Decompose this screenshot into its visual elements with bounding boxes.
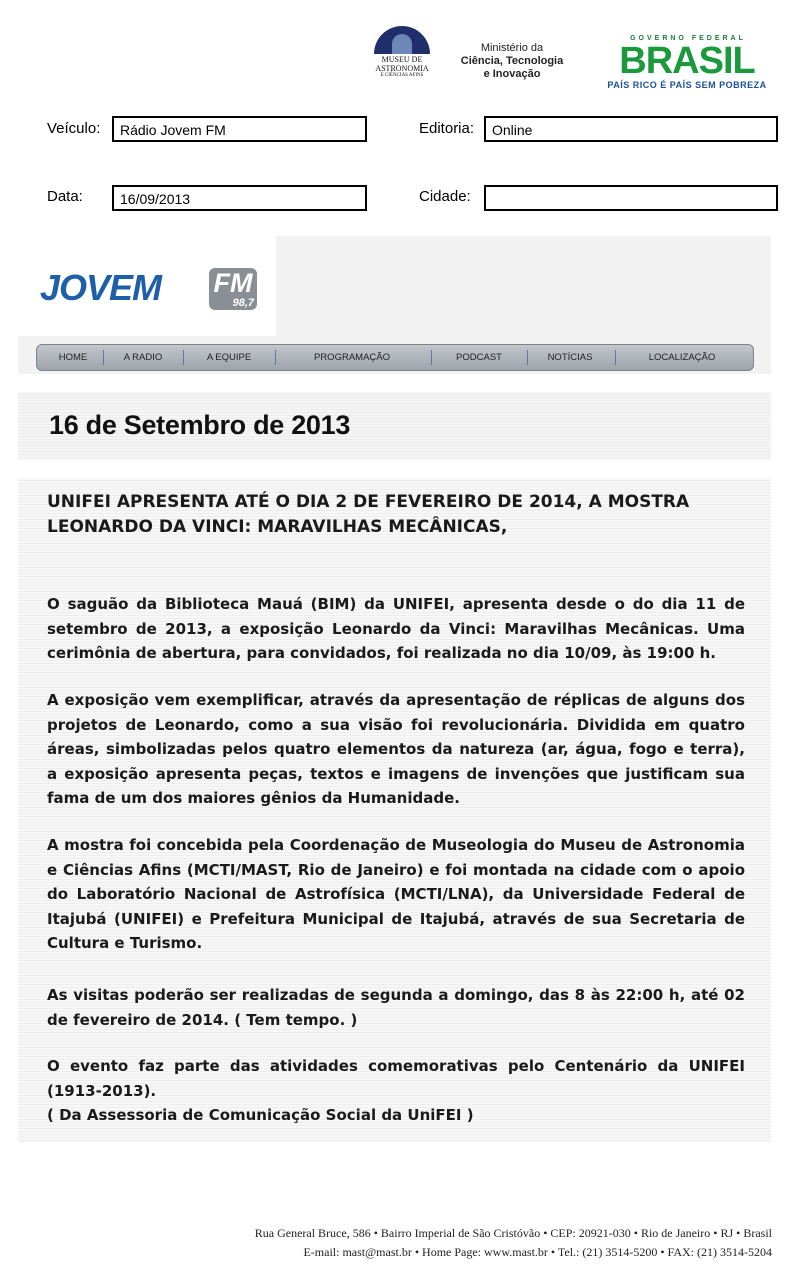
veiculo-label: Veículo: bbox=[47, 120, 101, 137]
cidade-field bbox=[484, 185, 778, 211]
ministry-line: Ciência, Tecnologia bbox=[460, 55, 564, 67]
article-paragraph: As visitas poderão ser realizadas de segunda a domingo, das 8 às 22:00 h, até 02 de fevereiro de 2014. ( Tem tempo. ) bbox=[47, 986, 745, 1029]
ministry-label bbox=[448, 42, 576, 81]
article-credit: ( Da Assessoria de Comunicação Social da UniFEI ) bbox=[47, 1106, 474, 1124]
article-body bbox=[18, 478, 771, 1143]
jovem-logo: JOVEM bbox=[40, 267, 162, 308]
editoria-field: Online bbox=[484, 116, 778, 142]
editoria-label: Editoria: bbox=[419, 120, 475, 137]
footer-contact: E-mail: mast@mast.br • Home Page: www.mast.br • Tel.: (21) 3514-5200 • FAX: (21) 3514-5204 bbox=[303, 1245, 772, 1259]
nav-programacao[interactable]: PROGRAMAÇÃO bbox=[313, 352, 390, 363]
date-heading: 16 de Setembro de 2013 bbox=[49, 410, 351, 440]
data-field: 16/09/2013 bbox=[112, 185, 367, 211]
veiculo-field: Rádio Jovem FM bbox=[112, 116, 367, 142]
gov-federal-label: GOVERNO FEDERAL bbox=[630, 35, 746, 42]
mast-logo-line: E CIÊNCIAS AFINS bbox=[380, 73, 424, 78]
footer-address: Rua General Bruce, 586 • Bairro Imperial de São Cristóvão • CEP: 20921-030 • Rio de Janeiro • RJ • Brasil bbox=[254, 1226, 772, 1240]
nav-a-radio[interactable]: A RADIO bbox=[123, 352, 163, 363]
headline-line: UNIFEI APRESENTA ATÉ O DIA 2 DE FEVEREIRO DE 2014, A MOSTRA bbox=[47, 492, 690, 512]
nav-divider bbox=[431, 350, 432, 365]
nav-divider bbox=[183, 350, 184, 365]
nav-a-equipe[interactable]: A EQUIPE bbox=[206, 352, 252, 363]
ministry-line: Ministério da bbox=[480, 42, 544, 54]
article-paragraph: A mostra foi concebida pela Coordenação de Museologia do Museu de Astronomia e Ciências Afins (MCTI/MAST, Rio de Janeiro) e foi montada na cidade com o apoio do Laboratório Nacional de Astrofísica (MCTI/LNA), da Universidade Federal de Itajubá (UNIFEI) e Prefeitura Municipal de Itajubá, através de sua Secretaria de Cultura e Turismo. bbox=[47, 836, 745, 952]
brasil-logo: BRASIL bbox=[619, 40, 755, 82]
fm-frequency: 98,7 bbox=[232, 297, 254, 309]
site-navbar bbox=[36, 344, 754, 371]
article-headline bbox=[47, 490, 747, 540]
article-paragraph: O saguão da Biblioteca Mauá (BIM) da UNIFEI, apresenta desde o do dia 11 de setembro de 2013, a exposição Leonardo da Vinci: Maravilhas Mecânicas. Uma cerimônia de abertura, para convidados, foi realizada no dia 10/09, às 19:00 h. bbox=[47, 595, 745, 662]
mast-logo bbox=[366, 55, 438, 79]
nav-divider bbox=[527, 350, 528, 365]
mast-logo-line: ASTRONOMIA bbox=[375, 64, 429, 73]
article-paragraph: O evento faz parte das atividades comemorativas pelo Centenário da UNIFEI (1913-2013). bbox=[47, 1057, 745, 1100]
mast-logo-dome bbox=[374, 26, 430, 54]
article-paragraph: A exposição vem exemplificar, através da apresentação de réplicas de alguns dos projetos de Leonardo, como a sua visão foi revolucionária. Dividida em quatro áreas, simbolizadas pelos quatro elementos da natureza (ar, água, fogo e terra), a exposição apresenta peças, textos e imagens de invenções que justificam sua fama de um dos maiores gênios da Humanidade. bbox=[47, 691, 745, 807]
data-label: Data: bbox=[47, 188, 83, 205]
fm-logo-text: FM bbox=[213, 268, 253, 298]
nav-podcast[interactable]: PODCAST bbox=[456, 352, 502, 363]
nav-divider bbox=[275, 350, 276, 365]
nav-localizacao[interactable]: LOCALIZAÇÃO bbox=[648, 352, 716, 363]
ministry-line: e Inovação bbox=[483, 68, 541, 80]
mast-logo-line: MUSEU DE bbox=[381, 55, 423, 64]
nav-divider bbox=[103, 350, 104, 365]
gov-slogan: PAÍS RICO É PAÍS SEM POBREZA bbox=[607, 80, 767, 90]
cidade-label: Cidade: bbox=[419, 188, 471, 205]
headline-line: LEONARDO DA VINCI: MARAVILHAS MECÂNICAS, bbox=[47, 517, 508, 537]
nav-noticias[interactable]: NOTÍCIAS bbox=[547, 352, 593, 363]
nav-divider bbox=[615, 350, 616, 365]
fm-logo bbox=[209, 268, 257, 310]
nav-home[interactable]: HOME bbox=[58, 352, 88, 363]
